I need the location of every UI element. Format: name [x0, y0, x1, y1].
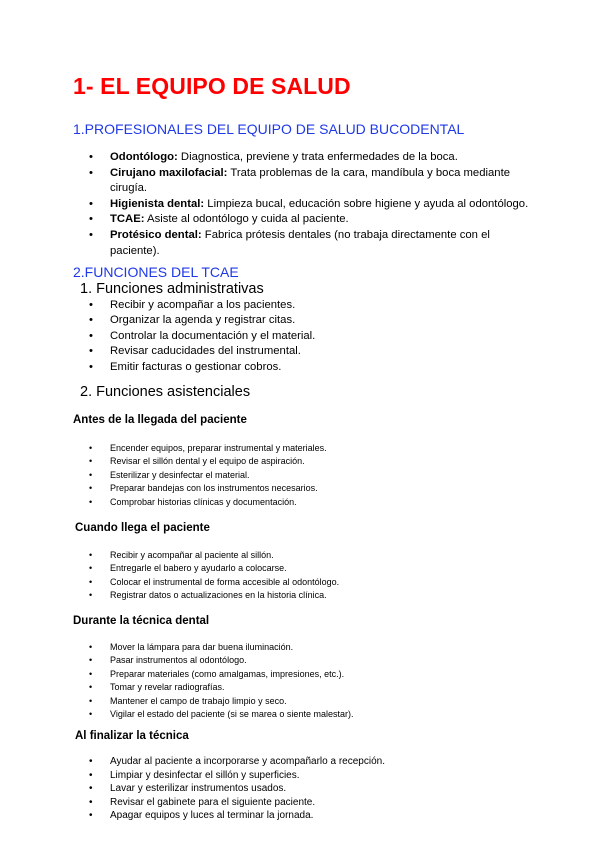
- list-item: • Lavar y esterilizar instrumentos usados.: [110, 782, 530, 796]
- subheading-llega: Cuando llega el paciente: [75, 522, 210, 534]
- list-item: • Apagar equipos y luces al terminar la jornada.: [110, 809, 530, 823]
- list-item-term: Odontólogo:: [110, 151, 178, 163]
- profesionales-list: [110, 150, 530, 259]
- page-title: 1- EL EQUIPO DE SALUD: [73, 73, 351, 99]
- list-item: • Preparar bandejas con los instrumentos necesarios.: [110, 482, 530, 495]
- list-item: • Limpiar y desinfectar el sillón y superficies.: [110, 769, 530, 783]
- list-item-text: Asiste al odontólogo y cuida al paciente.: [144, 213, 349, 226]
- list-item: • Pasar instrumentos al odontólogo.: [110, 654, 530, 667]
- list-item: • Preparar materiales (como amalgamas, impresiones, etc.).: [110, 668, 530, 681]
- list-item-term: TCAE:: [110, 213, 145, 226]
- list-item: • Encender equipos, preparar instrumental y materiales.: [110, 442, 530, 455]
- list-item: • Revisar el gabinete para el siguiente paciente.: [110, 796, 530, 810]
- list-item: • Vigilar el estado del paciente (si se marea o siente malestar).: [110, 708, 530, 721]
- list-item-text: Limpieza bucal, educación sobre higiene y ayuda al odontólogo.: [204, 197, 529, 210]
- list-item: [110, 166, 530, 197]
- list-item: • Revisar caducidades del instrumental.: [110, 344, 530, 359]
- subheading-antes: Antes de la llegada del paciente: [73, 414, 247, 426]
- list-item: • Colocar el instrumental de forma accesible al odontólogo.: [110, 576, 530, 589]
- list-item: • Comprobar historias clínicas y documentación.: [110, 496, 530, 509]
- list-item-term: Protésico dental:: [110, 228, 202, 241]
- subheading-final: Al finalizar la técnica: [75, 730, 189, 742]
- list-item: • Emitir facturas o gestionar cobros.: [110, 360, 530, 375]
- list-item: • Recibir y acompañar a los pacientes.: [110, 298, 530, 313]
- list-item: • Tomar y revelar radiografías.: [110, 681, 530, 694]
- list-item: • Revisar el sillón dental y el equipo de aspiración.: [110, 455, 530, 468]
- list-item-text: Trata problemas de la cara, mandíbula y boca mediante cirugía.: [110, 166, 510, 195]
- list-item: • Esterilizar y desinfectar el material.: [110, 469, 530, 482]
- list-item: • Registrar datos o actualizaciones en la historia clínica.: [110, 589, 530, 602]
- section-heading-profesionales: 1.PROFESIONALES DEL EQUIPO DE SALUD BUCODENTAL: [73, 121, 465, 137]
- list-item-term: Cirujano maxilofacial:: [110, 166, 228, 179]
- llega-list: [110, 549, 530, 603]
- list-item: [110, 150, 530, 166]
- list-item: • Entregarle el babero y ayudarlo a colocarse.: [110, 562, 530, 575]
- list-item: • Recibir y acompañar al paciente al sillón.: [110, 549, 530, 562]
- antes-list: [110, 442, 530, 509]
- list-item: [110, 228, 530, 259]
- list-item-text: Diagnostica, previene y trata enfermedades de la boca.: [177, 151, 458, 163]
- durante-list: [110, 641, 530, 721]
- final-list: [110, 755, 530, 823]
- list-item-text: Fabrica prótesis dentales (no trabaja directamente con el paciente).: [110, 228, 490, 257]
- list-item: • Controlar la documentación y el material.: [110, 329, 530, 344]
- list-item: • Ayudar al paciente a incorporarse y acompañarlo a recepción.: [110, 755, 530, 769]
- administrativas-list: [110, 298, 530, 375]
- subheading-asistenciales: 2. Funciones asistenciales: [80, 384, 251, 400]
- list-item-term: Higienista dental:: [110, 197, 205, 210]
- list-item: • Mover la lámpara para dar buena iluminación.: [110, 641, 530, 654]
- subheading-durante: Durante la técnica dental: [73, 615, 210, 627]
- list-item: • Organizar la agenda y registrar citas.: [110, 313, 530, 328]
- subheading-administrativas: 1. Funciones administrativas: [80, 281, 264, 297]
- list-item: [110, 212, 530, 228]
- section-heading-funciones: 2.FUNCIONES DEL TCAE: [73, 264, 239, 280]
- list-item: • Mantener el campo de trabajo limpio y seco.: [110, 695, 530, 708]
- list-item: [110, 197, 530, 213]
